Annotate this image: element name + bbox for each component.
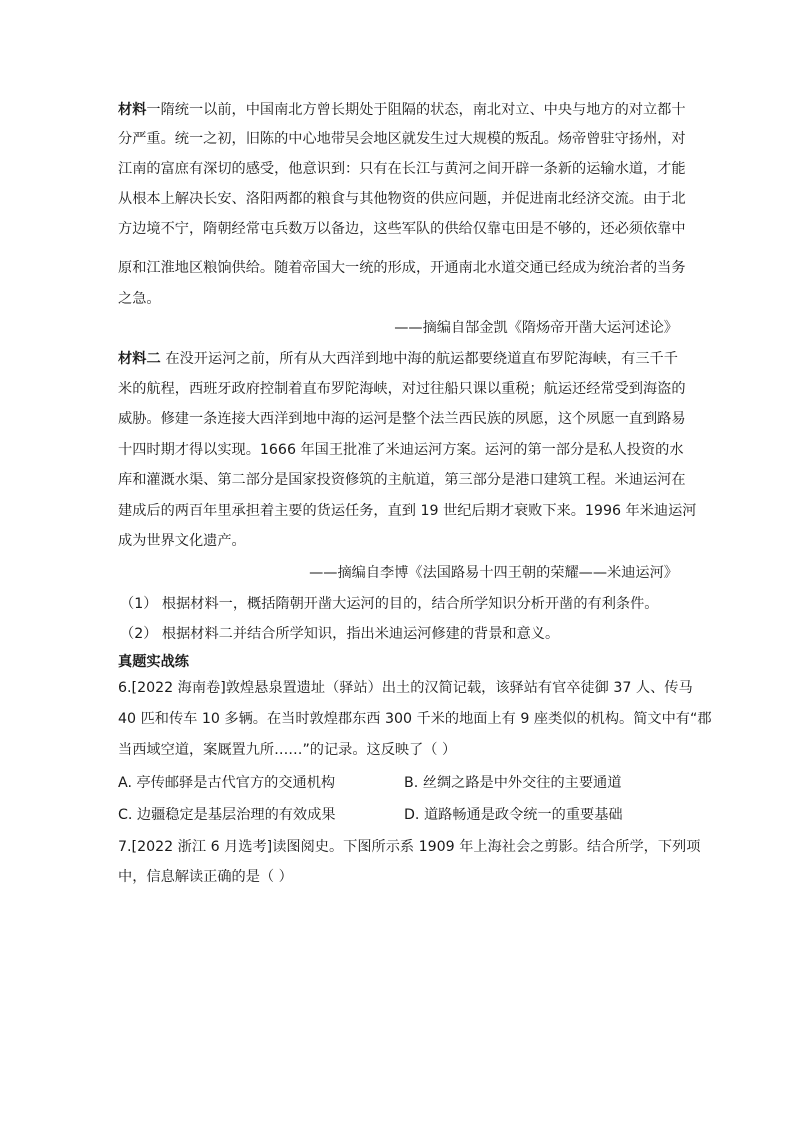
material2-line-2: 米的航程，西班牙政府控制着直布罗陀海峡，对过往船只课以重税；航运还经常受到海盗的 [118, 381, 686, 397]
q7-line-2: 中，信息解读正确的是（ ） [118, 869, 293, 885]
material2-line-6: 建成后的两百年里承担着主要的货运任务，直到 19 世纪后期才衰败下来。1996 年米迪运河 [118, 503, 697, 519]
material2-line-5: 库和灌溉水渠、第二部分是国家投资修筑的主航道，第三部分是港口建筑工程。米迪运河在 [118, 472, 686, 488]
material1-line-5: 方边境不宁，隋朝经常屯兵数万以备边，这些军队的供给仅靠屯田是不够的，还必须依靠中 [118, 221, 686, 237]
material2-line-3: 威胁。修建一条连接大西洋到地中海的运河是整个法兰西民族的夙愿，这个夙愿一直到路易 [118, 411, 686, 427]
q6-option-a[interactable]: A. 亭传邮驿是古代官方的交通机构 [118, 775, 336, 791]
material2-source: ——摘编自李博《法国路易十四王朝的荣耀——米迪运河》 [309, 565, 678, 581]
q7-line-1: 7.[2022 浙江 6 月选考]读图阅史。下图所示系 1909 年上海社会之剪影。结合所学，下列项 [118, 839, 701, 855]
section-title: 真题实战练 [118, 654, 189, 670]
q6-option-b[interactable]: B. 丝绸之路是中外交往的主要通道 [404, 775, 622, 791]
q6-option-d[interactable]: D. 道路畅通是政令统一的重要基础 [404, 807, 623, 823]
material1-line-1: 材料一隋统一以前，中国南北方曾长期处于阻隔的状态，南北对立、中央与地方的对立都十 [118, 102, 686, 118]
q6-line-2: 40 匹和传车 10 多辆。在当时敦煌郡东西 300 千米的地面上有 9 座类似的机构。简文中有“郡 [118, 711, 712, 727]
material1-line-7: 之急。 [118, 291, 161, 307]
question-2: （2） 根据材料二并结合所学知识，指出米迪运河修建的背景和意义。 [120, 626, 560, 642]
material2-line-7: 成为世界文化遗产。 [118, 533, 246, 549]
material1-line-2: 分严重。统一之初，旧陈的中心地带吴会地区就发生过大规模的叛乱。炀帝曾驻守扬州，对 [118, 131, 686, 147]
q6-line-1: 6.[2022 海南卷]敦煌悬泉置遗址（驿站）出土的汉简记载，该驿站有官卒徒御 37 人、传马 [118, 680, 693, 696]
q6-option-c[interactable]: C. 边疆稳定是基层治理的有效成果 [118, 807, 336, 823]
material2-line-1: 材料二 在没开运河之前，所有从大西洋到地中海的航运都要绕道直布罗陀海峡，有三千千 [118, 351, 678, 367]
material1-label: 材料 [118, 102, 147, 118]
q6-line-3: 当西域空道，案厩置九所……”的记录。这反映了（ ） [118, 742, 457, 758]
material1-source: ——摘编自郜金凯《隋炀帝开凿大运河述论》 [394, 320, 678, 336]
question-1: （1） 根据材料一，概括隋朝开凿大运河的目的，结合所学知识分析开凿的有利条件。 [120, 596, 659, 612]
material1-line-3: 江南的富庶有深切的感受，他意识到：只有在长江与黄河之间开辟一条新的运输水道，才能 [118, 161, 686, 177]
material1-line-4: 从根本上解决长安、洛阳两都的粮食与其他物资的供应问题，并促进南北经济交流。由于北 [118, 191, 686, 207]
material2-line-4: 十四时期才得以实现。1666 年国王批准了米迪运河方案。运河的第一部分是私人投资的水 [118, 442, 684, 458]
material2-label: 材料二 [118, 351, 161, 367]
material1-line-6: 原和江淮地区粮饷供给。随着帝国大一统的形成，开通南北水道交通已经成为统治者的当务 [118, 260, 686, 276]
